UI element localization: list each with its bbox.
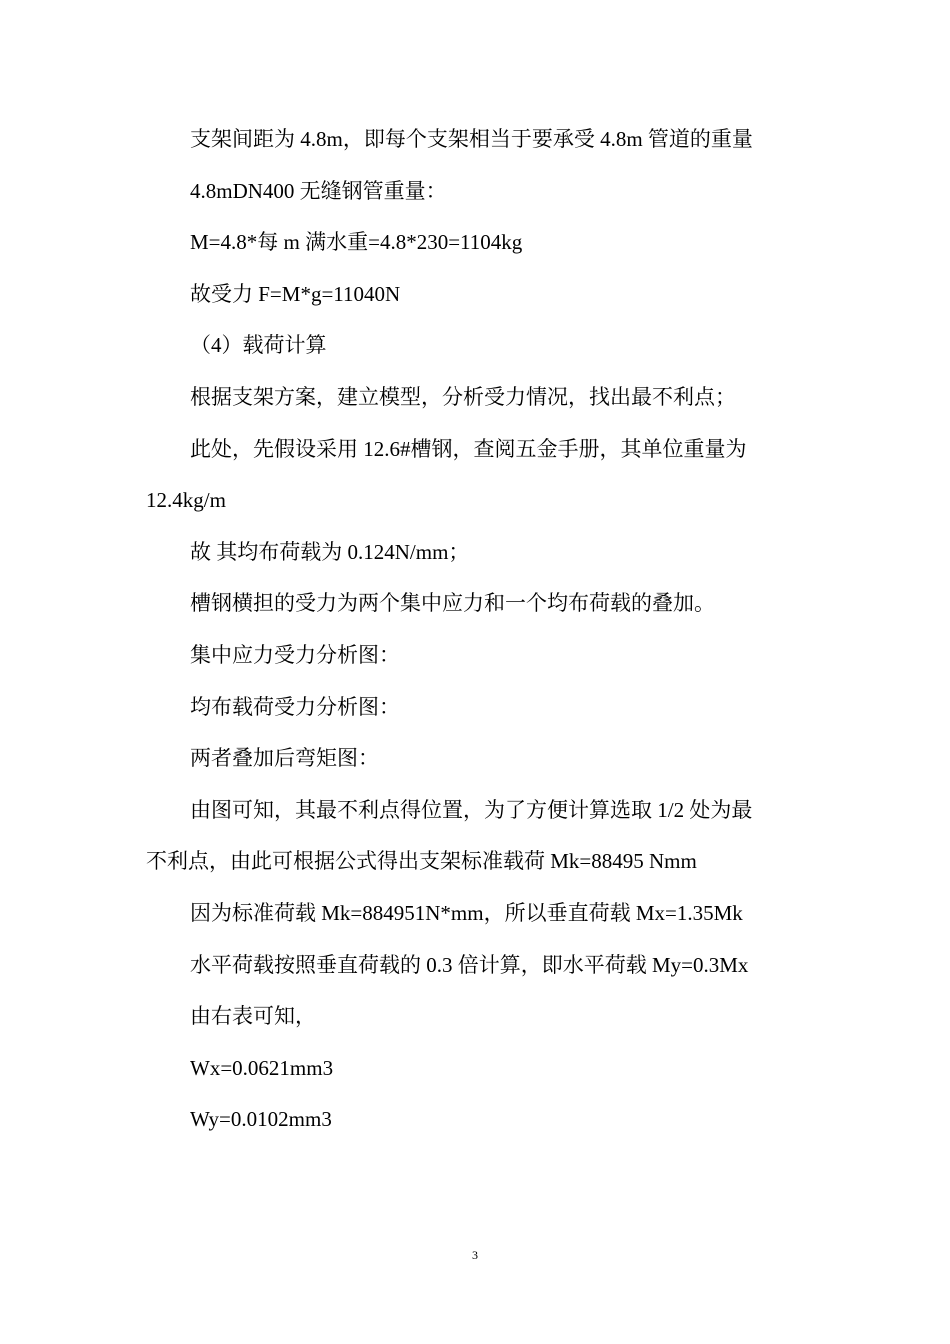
paragraph-line: 槽钢横担的受力为两个集中应力和一个均布荷载的叠加。 bbox=[190, 591, 715, 616]
paragraph-line: M=4.8*每 m 满水重=4.8*230=1104kg bbox=[190, 230, 523, 255]
figure-caption: 均布载荷受力分析图： bbox=[190, 694, 400, 719]
paragraph-line: 由右表可知， bbox=[190, 1004, 316, 1029]
figure-caption: 两者叠加后弯矩图： bbox=[190, 746, 379, 771]
paragraph-line: 水平荷载按照垂直荷载的 0.3 倍计算，即水平荷载 My=0.3Mx bbox=[190, 952, 749, 977]
formula-line: Wx=0.0621mm3 bbox=[190, 1055, 334, 1080]
paragraph-line-continuation: 12.4kg/m bbox=[146, 488, 226, 513]
paragraph-line: 故 其均布荷载为 0.124N/mm； bbox=[190, 539, 470, 564]
paragraph-line-continuation: 不利点，由此可根据公式得出支架标准载荷 Mk=88495 Nmm bbox=[146, 849, 697, 874]
paragraph-line: 4.8mDN400 无缝钢管重量： bbox=[190, 178, 447, 203]
section-heading: （4）载荷计算 bbox=[190, 333, 327, 358]
paragraph-line: 根据支架方案，建立模型，分析受力情况，找出最不利点； bbox=[190, 384, 736, 409]
formula-line: Wy=0.0102mm3 bbox=[190, 1107, 332, 1132]
paragraph-line: 故受力 F=M*g=11040N bbox=[190, 281, 401, 306]
document-body bbox=[146, 114, 796, 1146]
paragraph-line: 此处，先假设采用 12.6#槽钢，查阅五金手册，其单位重量为 bbox=[190, 436, 747, 461]
paragraph-line: 由图可知，其最不利点得位置，为了方便计算选取 1/2 处为最 bbox=[190, 797, 753, 822]
paragraph-line: 因为标准荷载 Mk=884951N*mm，所以垂直荷载 Mx=1.35Mk bbox=[190, 900, 743, 925]
paragraph-line: 支架间距为 4.8m，即每个支架相当于要承受 4.8m 管道的重量 bbox=[190, 127, 753, 151]
figure-caption: 集中应力受力分析图： bbox=[190, 642, 400, 667]
page-number: 3 bbox=[472, 1248, 478, 1262]
